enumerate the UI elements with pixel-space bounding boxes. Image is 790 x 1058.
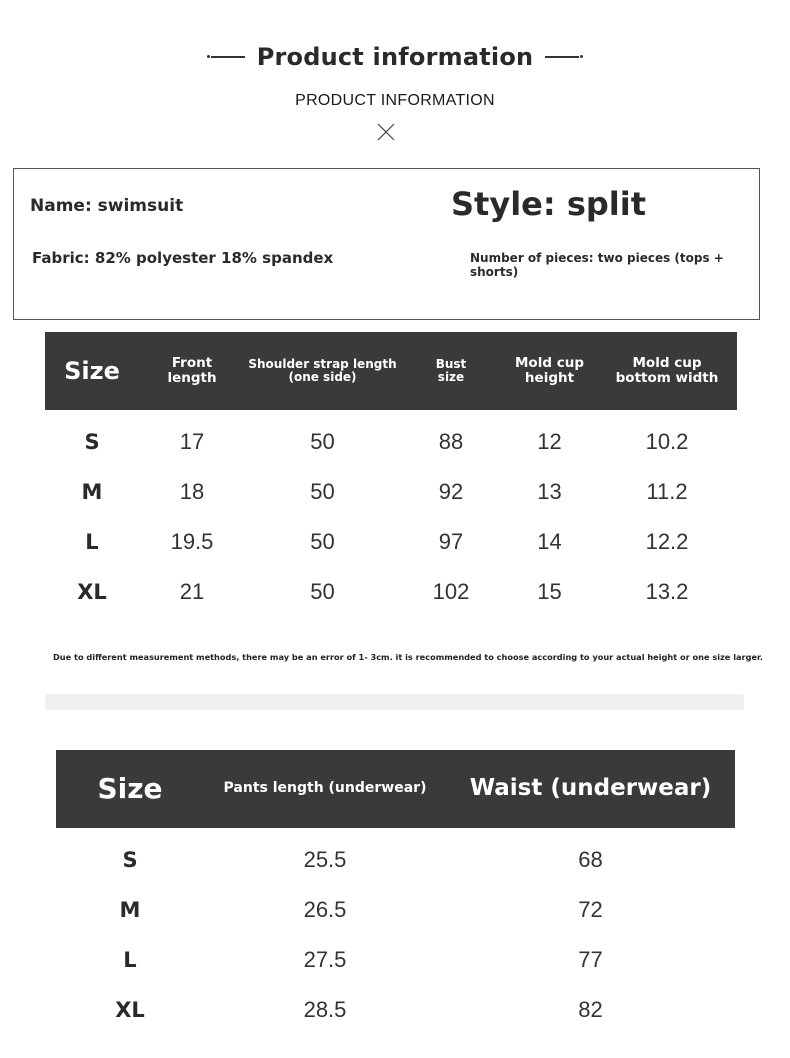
top-table-cell: 21: [179, 579, 205, 604]
size-label: XL: [77, 580, 107, 604]
top-table-cell: 13: [537, 479, 562, 504]
page-title: Product information: [256, 43, 534, 71]
bottom-table-body: [56, 835, 735, 1035]
top-table-cell: 13.2: [645, 579, 689, 604]
top-table-cell: 17: [179, 429, 205, 454]
top-table-header-cell: Mold cup height: [515, 355, 584, 386]
product-fabric: Fabric: 82% polyester 18% spandex: [32, 249, 334, 267]
table-row: [56, 885, 735, 935]
size-label: M: [81, 480, 103, 504]
top-table-cell: 12.2: [645, 529, 689, 554]
top-table-cell: 50: [310, 579, 335, 604]
title-line-left-decoration: [211, 56, 245, 58]
table-row: [56, 985, 735, 1035]
measurement-note: Due to different measurement methods, there may be an error of 1- 3cm. it is recommended to choose according to your actual height or one size larger.: [53, 652, 763, 662]
size-label: L: [123, 948, 137, 972]
top-table-cell: 18: [179, 479, 205, 504]
bottom-table-cell: 25.5: [303, 847, 347, 872]
size-label: M: [119, 898, 141, 922]
bottom-table-header: [56, 750, 735, 828]
page-subtitle: PRODUCT INFORMATION: [295, 92, 495, 109]
size-label: XL: [115, 998, 145, 1022]
product-pieces: Number of pieces: two pieces (tops + shorts): [470, 251, 724, 279]
top-table-cell: 88: [438, 429, 464, 454]
top-table-header-cell: Mold cup bottom width: [615, 355, 719, 386]
top-table-cell: 15: [537, 579, 562, 604]
bottom-table-cell: 28.5: [303, 997, 347, 1022]
size-label: L: [85, 530, 99, 554]
top-table-cell: 14: [537, 529, 562, 554]
table-row: [45, 517, 737, 567]
size-label: S: [84, 430, 100, 454]
top-size-table: [45, 332, 737, 617]
top-table-cell: 19.5: [170, 529, 214, 554]
top-table-cell: 10.2: [645, 429, 689, 454]
top-table-header-cell: Size: [64, 356, 120, 385]
bottom-table-header-cell: Waist (underwear): [469, 775, 712, 802]
table-row: [45, 567, 737, 617]
product-name: Name: swimsuit: [30, 196, 184, 216]
size-label: S: [122, 848, 138, 872]
top-table-cell: 92: [438, 479, 464, 504]
table-row: [45, 467, 737, 517]
bottom-table-cell: 26.5: [303, 897, 347, 922]
top-table-header: [45, 332, 737, 410]
top-table-cell: 11.2: [646, 479, 688, 504]
bottom-table-cell: 27.5: [303, 947, 347, 972]
x-cross-icon: [376, 122, 396, 142]
bottom-table-cell: 72: [578, 897, 603, 922]
product-info-box: [13, 168, 760, 320]
top-table-cell: 50: [310, 479, 335, 504]
product-style: Style: split: [451, 185, 646, 223]
bottom-size-table: [56, 750, 735, 1035]
bottom-table-cell: 77: [578, 947, 603, 972]
top-table-cell: 12: [537, 429, 562, 454]
table-row: [56, 835, 735, 885]
top-table-header-cell: Bust size: [435, 356, 467, 384]
top-table-cell: 50: [310, 429, 335, 454]
section-title: [0, 40, 790, 74]
bottom-table-header-cell: Pants length (underwear): [223, 780, 427, 797]
top-table-cell: 102: [432, 579, 470, 604]
top-table-cell: 50: [310, 529, 335, 554]
top-table-body: [45, 417, 737, 617]
section-divider: [45, 694, 744, 710]
table-row: [56, 935, 735, 985]
title-line-right-decoration: [545, 56, 579, 58]
bottom-table-cell: 68: [578, 847, 603, 872]
top-table-header-cell: Front length: [167, 355, 217, 386]
bottom-table-cell: 82: [578, 997, 603, 1022]
top-table-cell: 97: [438, 529, 464, 554]
table-row: [45, 417, 737, 467]
top-table-header-cell: Shoulder strap length (one side): [248, 356, 397, 384]
bottom-table-header-cell: Size: [97, 771, 163, 805]
